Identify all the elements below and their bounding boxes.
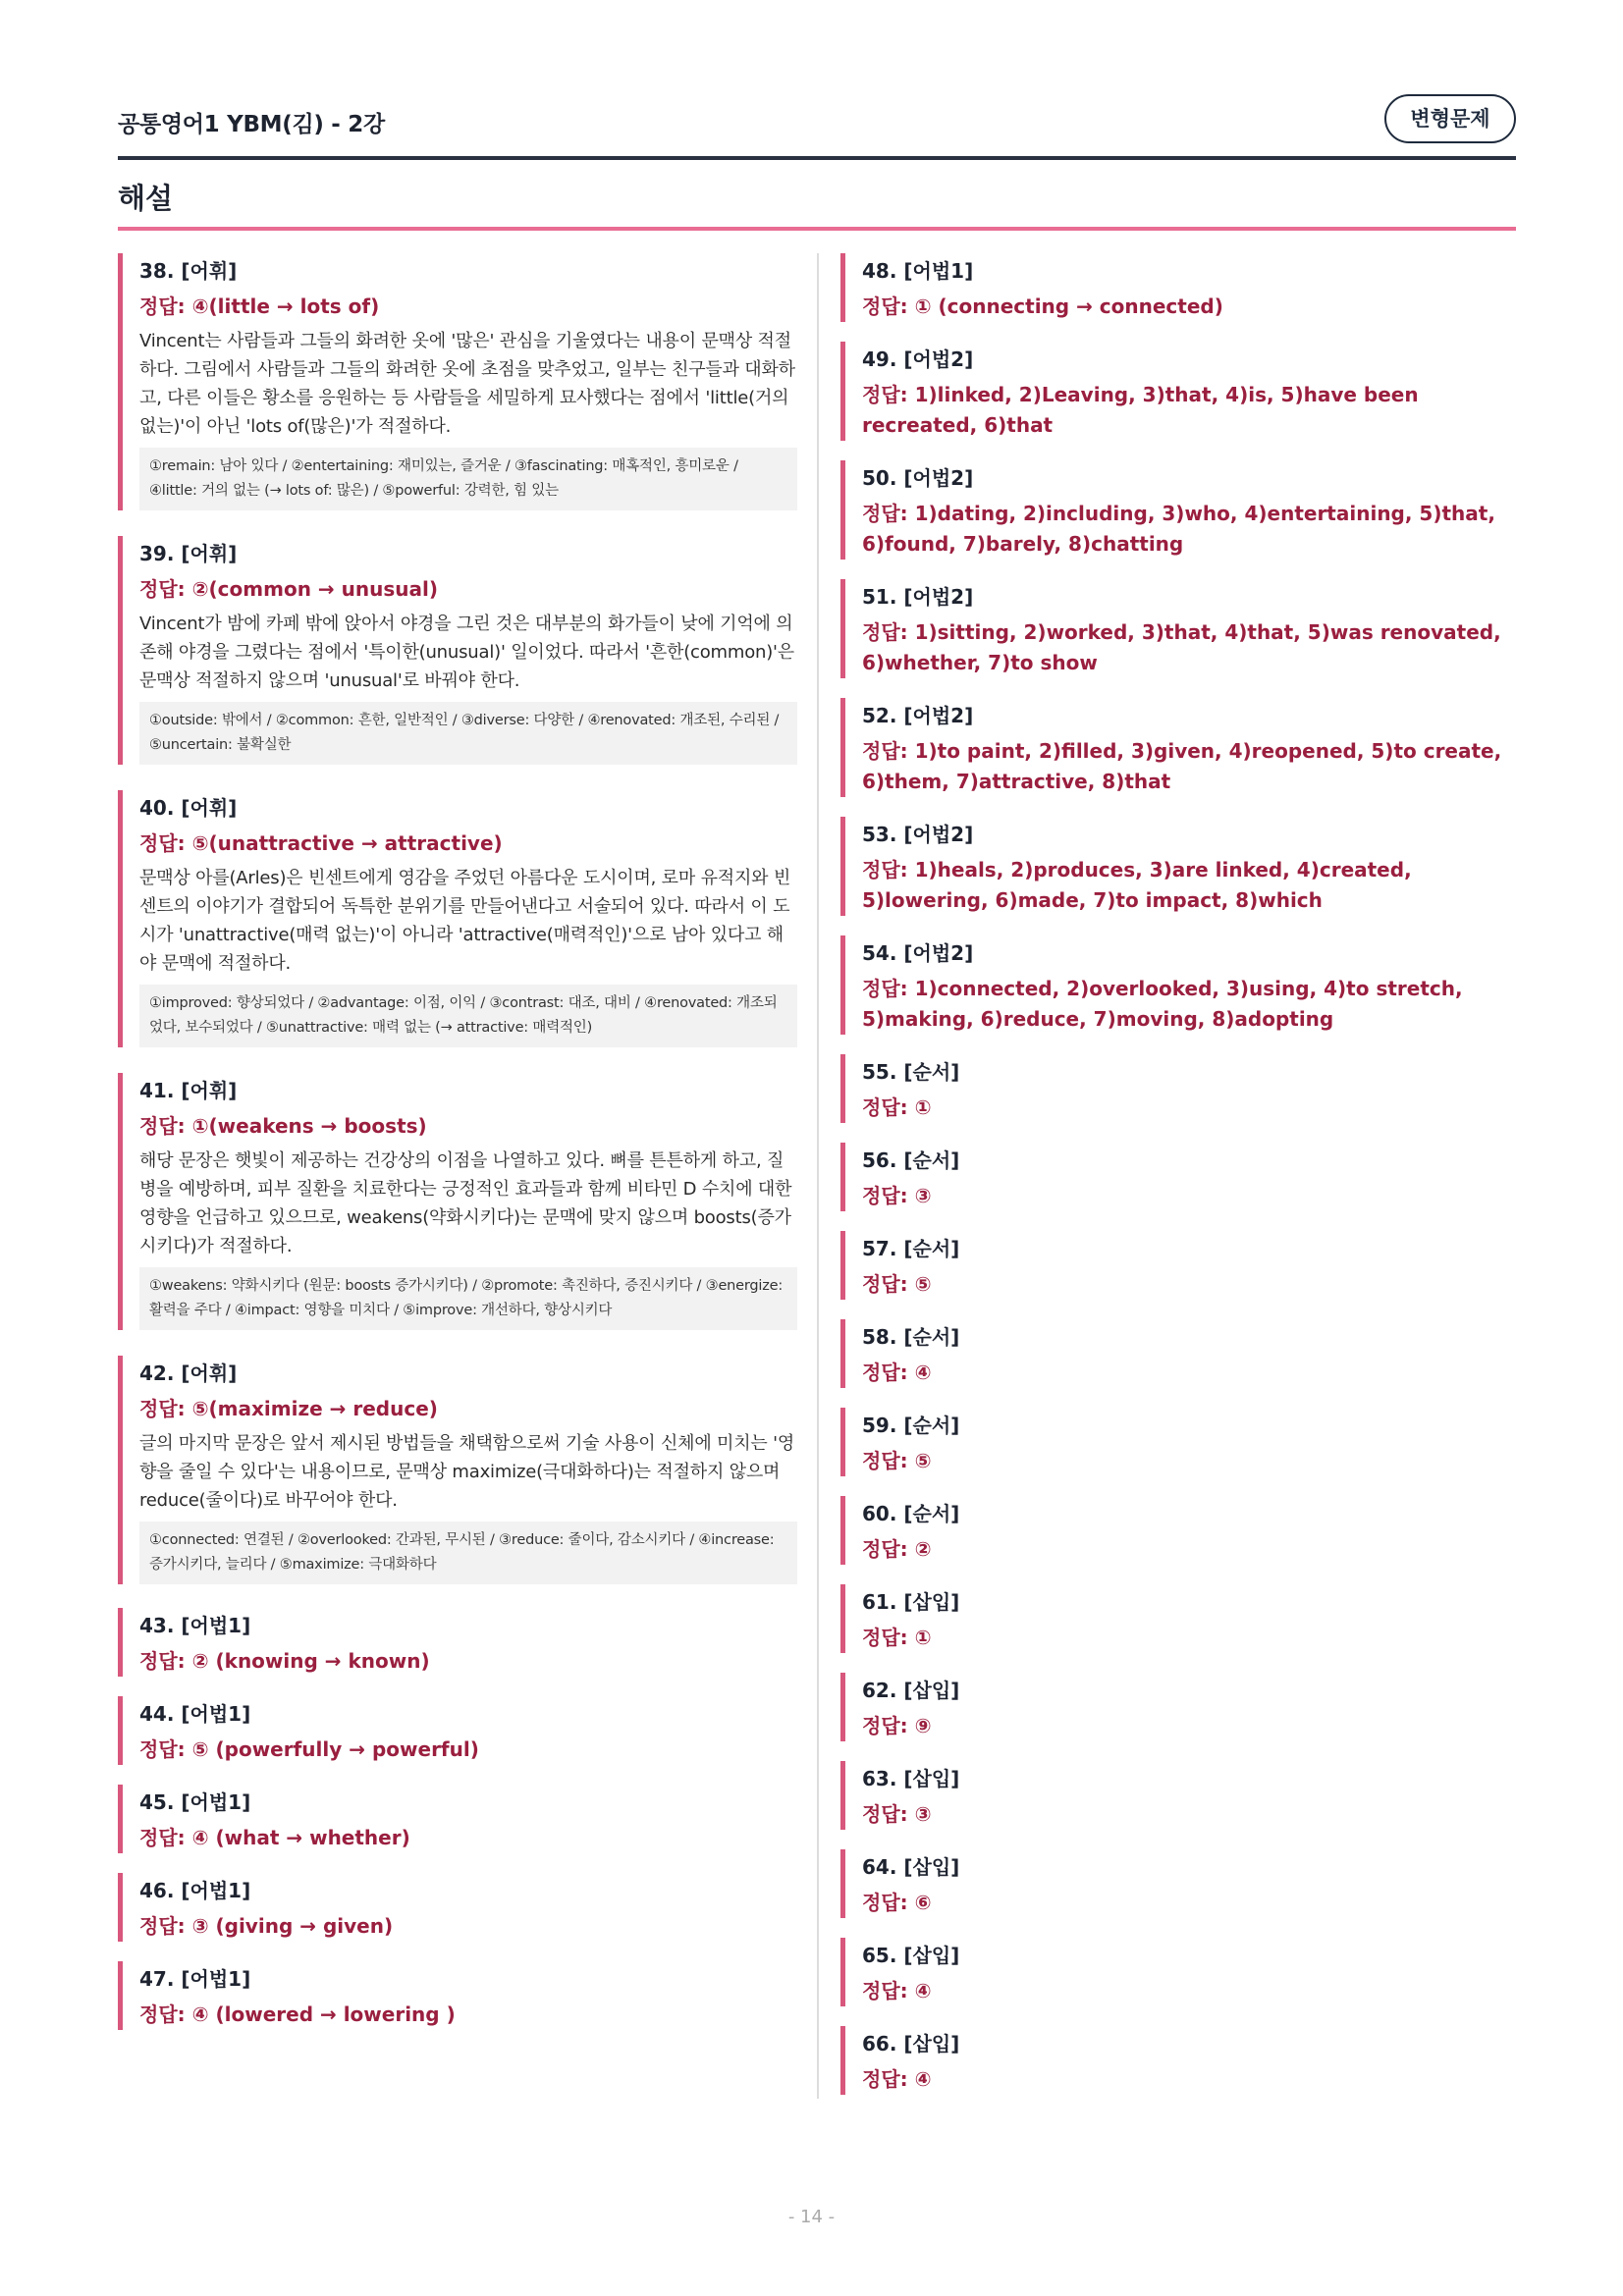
question-block [840, 1231, 1516, 1300]
explanation-text: Vincent가 밤에 카페 밖에 앉아서 야경을 그린 것은 대부분의 화가들이 낮에 기억에 의존해 야경을 그렸다는 점에서 '특이한(unusual)' 일이었다. 따라서 '흔한(common)'은 문맥상 적절하지 않으며 'unusual'로 바꿔야 한다. [139, 614, 794, 691]
answer-text: 정답: ④ [862, 2067, 932, 2091]
answer-text: 정답: ① [862, 1626, 932, 1649]
question-block [118, 1696, 797, 1765]
question-number: 43. [어법1] [139, 1614, 251, 1637]
question-number: 42. [어휘] [139, 1362, 238, 1385]
question-number: 40. [어휘] [139, 796, 238, 820]
answer-text: 정답: ⑤(unattractive → attractive) [139, 831, 503, 855]
question-block [118, 536, 797, 765]
question-number: 60. [순서] [862, 1502, 960, 1525]
explanation-text: 문맥상 아를(Arles)은 빈센트에게 영감을 주었던 아름다운 도시이며, 로마 유적지와 빈센트의 이야기가 결합되어 독특한 분위기를 만들어낸다고 서술되어 있다. 따라서 이 도시가 'unattractive(매력 없는)'이 아니라 'attractive(매력적인)'으로 남아 있다고 해야 문맥에 적절하다. [139, 868, 791, 974]
question-number: 50. [어법2] [862, 466, 974, 490]
question-block [840, 342, 1516, 441]
answer-text: 정답: 1)to paint, 2)filled, 3)given, 4)reopened, 5)to create, 6)them, 7)attractive, 8)that [862, 739, 1502, 793]
answer-text: 정답: ④ [862, 1979, 932, 2002]
answer-text: 정답: 1)sitting, 2)worked, 3)that, 4)that, 5)was renovated, 6)whether, 7)to show [862, 620, 1501, 674]
question-number: 58. [순서] [862, 1325, 960, 1349]
type-badge: 변형문제 [1384, 94, 1516, 143]
answer-text: 정답: ④(little → lots of) [139, 294, 380, 318]
question-number: 64. [삽입] [862, 1855, 960, 1879]
answer-text: 정답: ② [862, 1537, 932, 1561]
question-number: 52. [어법2] [862, 704, 974, 727]
question-number: 38. [어휘] [139, 259, 238, 283]
answer-text: 정답: 1)heals, 2)produces, 3)are linked, 4)created, 5)lowering, 6)made, 7)to impact, 8)which [862, 858, 1412, 912]
page-number: - 14 - [787, 2207, 836, 2227]
question-block [840, 1496, 1516, 1565]
question-block [840, 1408, 1516, 1476]
question-block [840, 1319, 1516, 1388]
question-block [840, 253, 1516, 322]
section-rule [118, 227, 1516, 231]
question-block [840, 1938, 1516, 2006]
answer-text: 정답: ② (knowing → known) [139, 1649, 430, 1673]
question-number: 39. [어휘] [139, 542, 238, 565]
vocab-box: ①remain: 남아 있다 / ②entertaining: 재미있는, 즐거운 / ③fascinating: 매혹적인, 흥미로운 / ④little: 거의 없는 (→ lots of: 많은) / ⑤powerful: 강력한, 힘 있는 [139, 448, 797, 510]
explanation-text: 해당 문장은 햇빛이 제공하는 건강상의 이점을 나열하고 있다. 뼈를 튼튼하게 하고, 질병을 예방하며, 피부 질환을 치료한다는 긍정적인 효과들과 함께 비타민 D 수치에 대한 영향을 언급하고 있으므로, weakens(약화시키다)는 문맥에 맞지 않으며 boosts(증가시키다)가 적절하다. [139, 1150, 792, 1256]
question-block [840, 1849, 1516, 1918]
question-block [840, 1054, 1516, 1123]
question-block [840, 460, 1516, 560]
question-number: 59. [순서] [862, 1414, 960, 1437]
question-block [118, 1873, 797, 1942]
vocab-box: ①improved: 향상되었다 / ②advantage: 이점, 이익 / ③contrast: 대조, 대비 / ④renovated: 개조되었다, 보수되었다 / ⑤unattractive: 매력 없는 (→ attractive: 매력적인) [139, 985, 797, 1047]
question-number: 57. [순서] [862, 1237, 960, 1260]
question-number: 47. [어법1] [139, 1967, 251, 1991]
answer-text: 정답: ③ [862, 1802, 932, 1826]
question-block [118, 1073, 797, 1330]
question-block [840, 579, 1516, 678]
answer-text: 정답: 1)linked, 2)Leaving, 3)that, 4)is, 5)have been recreated, 6)that [862, 383, 1419, 437]
answer-text: 정답: ⑤ [862, 1272, 932, 1296]
question-block [118, 1961, 797, 2030]
document-title: 공통영어1 YBM(김) - 2강 [118, 112, 385, 137]
question-block [118, 1356, 797, 1584]
question-number: 51. [어법2] [862, 585, 974, 609]
question-block [840, 935, 1516, 1035]
answer-text: 정답: ④ [862, 1361, 932, 1384]
answer-text: 정답: ① (connecting → connected) [862, 294, 1223, 318]
answer-text: 정답: ⑨ [862, 1714, 932, 1737]
answer-text: 정답: ①(weakens → boosts) [139, 1114, 427, 1138]
section-title: 해설 [118, 182, 174, 215]
question-block [840, 698, 1516, 797]
answer-text: 정답: ⑤ (powerfully → powerful) [139, 1737, 479, 1761]
answer-text: 정답: 1)connected, 2)overlooked, 3)using, 4)to stretch, 5)making, 6)reduce, 7)moving, 8)adopting [862, 977, 1463, 1031]
vocab-box: ①outside: 밖에서 / ②common: 흔한, 일반적인 / ③diverse: 다양한 / ④renovated: 개조된, 수리된 / ⑤uncertain: 불확실한 [139, 702, 797, 765]
vocab-box: ①weakens: 약화시키다 (원문: boosts 증가시키다) / ②promote: 촉진하다, 증진시키다 / ③energize: 활력을 주다 / ④impact: 영향을 미치다 / ⑤improve: 개선하다, 향상시키다 [139, 1267, 797, 1330]
explanation-text: 글의 마지막 문장은 앞서 제시된 방법들을 채택함으로써 기술 사용이 신체에 미치는 '영향을 줄일 수 있다'는 내용이므로, 문맥상 maximize(극대화하다)는 적절하지 않으며 reduce(줄이다)로 바꾸어야 한다. [139, 1433, 795, 1511]
answer-text: 정답: ②(common → unusual) [139, 577, 438, 601]
question-number: 41. [어휘] [139, 1079, 238, 1102]
answer-text: 정답: ④ (lowered → lowering ) [139, 2002, 456, 2026]
question-block [118, 1608, 797, 1677]
question-number: 55. [순서] [862, 1060, 960, 1084]
answer-text: 정답: ④ (what → whether) [139, 1826, 410, 1849]
answer-text: 정답: 1)dating, 2)including, 3)who, 4)entertaining, 5)that, 6)found, 7)barely, 8)chatting [862, 502, 1495, 556]
question-number: 65. [삽입] [862, 1944, 960, 1967]
question-number: 44. [어법1] [139, 1702, 251, 1726]
page-header [118, 86, 1516, 157]
question-block [840, 1143, 1516, 1211]
answer-text: 정답: ① [862, 1095, 932, 1119]
question-number: 53. [어법2] [862, 823, 974, 846]
vocab-box: ①connected: 연결된 / ②overlooked: 간과된, 무시된 / ③reduce: 줄이다, 감소시키다 / ④increase: 증가시키다, 늘리다 / ⑤maximize: 극대화하다 [139, 1522, 797, 1584]
question-block [118, 790, 797, 1047]
question-number: 49. [어법2] [862, 347, 974, 371]
question-number: 48. [어법1] [862, 259, 974, 283]
question-block [840, 1761, 1516, 1830]
left-column [118, 253, 797, 2030]
question-number: 63. [삽입] [862, 1767, 960, 1790]
answer-text: 정답: ③ (giving → given) [139, 1914, 394, 1938]
question-block [118, 1785, 797, 1853]
question-number: 54. [어법2] [862, 941, 974, 965]
answer-text: 정답: ⑤ [862, 1449, 932, 1472]
column-divider [817, 253, 819, 2099]
answer-text: 정답: ⑥ [862, 1891, 932, 1914]
question-number: 56. [순서] [862, 1148, 960, 1172]
question-block [118, 253, 797, 510]
answer-text: 정답: ⑤(maximize → reduce) [139, 1397, 438, 1420]
question-block [840, 817, 1516, 916]
question-block [840, 1584, 1516, 1653]
question-number: 62. [삽입] [862, 1679, 960, 1702]
question-block [840, 2026, 1516, 2095]
explanation-text: Vincent는 사람들과 그들의 화려한 옷에 '많은' 관심을 기울였다는 내용이 문맥상 적절하다. 그림에서 사람들과 그들의 화려한 옷에 초점을 맞추었고, 일부는 친구들과 대화하고, 다른 이들은 황소를 응원하는 등 사람들을 세밀하게 묘사했다는 점에서 'little(거의 없는)'이 아닌 'lots of(많은)'가 적절하다. [139, 331, 795, 437]
question-block [840, 1673, 1516, 1741]
question-number: 61. [삽입] [862, 1590, 960, 1614]
answer-text: 정답: ③ [862, 1184, 932, 1207]
question-number: 66. [삽입] [862, 2032, 960, 2056]
header-rule [118, 156, 1516, 160]
question-number: 45. [어법1] [139, 1790, 251, 1814]
question-number: 46. [어법1] [139, 1879, 251, 1902]
right-column [840, 253, 1516, 2095]
